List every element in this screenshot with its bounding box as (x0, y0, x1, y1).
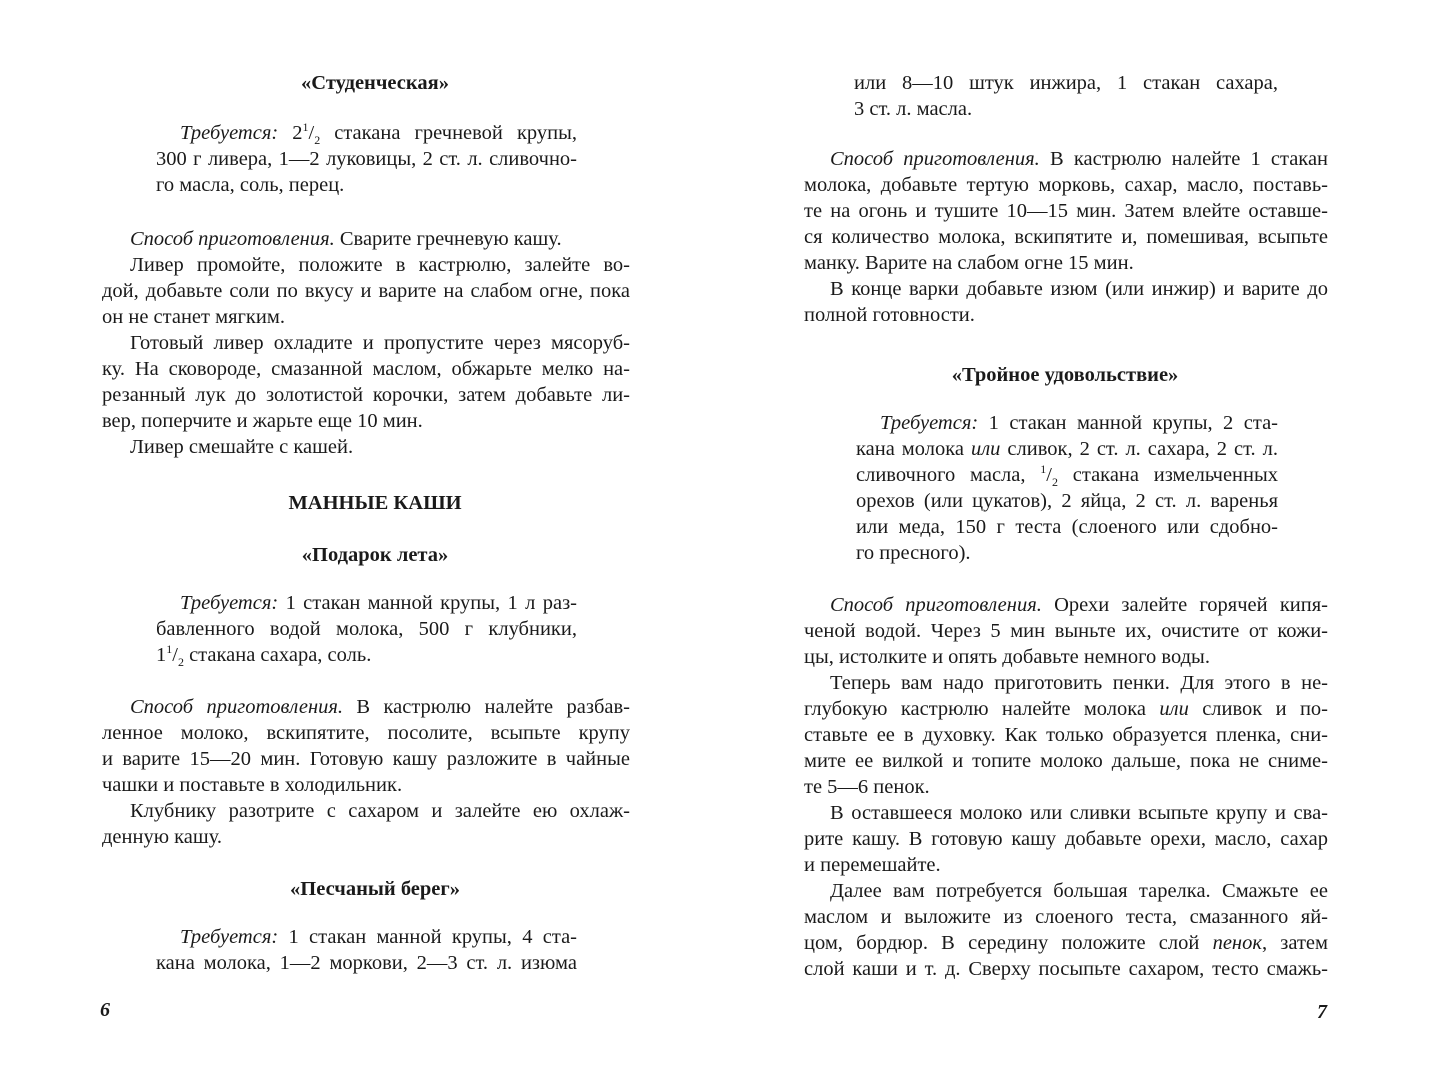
method-line: резанный лук до золотистой корочки, затем добавьте ли- (102, 384, 630, 406)
ingredients-line: го пресного). (856, 542, 971, 564)
method-line: Теперь вам надо приготовить пенки. Для этого в не- (830, 672, 1328, 694)
method-line: рите кашу. В готовую кашу добавьте орехи, масло, сахар (804, 828, 1328, 850)
method-line: Клубнику разотрите с сахаром и залейте ею охлаж- (130, 800, 630, 822)
page-number: 6 (100, 999, 110, 1021)
page-number: 7 (1317, 1001, 1327, 1023)
method-line: Способ приготовления. В кастрюлю налейте 1 стакан (830, 148, 1329, 170)
method-line: он не станет мягким. (102, 306, 285, 328)
method-line: слой каши и т. д. Сверху посыпьте сахаром, тесто смажь- (804, 958, 1328, 980)
method-line: глубокую кастрюлю налейте молока или сливок и по- (804, 698, 1328, 720)
right-page (715, 0, 1430, 1080)
method-line: чашки и поставьте в холодильник. (102, 774, 403, 796)
ingredients-line: 300 г ливера, 1—2 луковицы, 2 ст. л. сливочно- (156, 148, 577, 170)
fraction-one-and-half: $1^1/_2$ (156, 642, 184, 670)
method-label: Способ приготовления. (130, 228, 335, 250)
ingredients-label: Требуется: (880, 412, 979, 434)
ingredients-line: или меда, 150 г теста (слоеного или сдобно- (856, 516, 1278, 538)
ingredients-line: $1^1/_2$ стакана сахара, соль. (156, 642, 372, 670)
method-line: денную кашу. (102, 826, 223, 848)
recipe-title-peschany-bereg: «Песчаный берег» (290, 878, 460, 900)
ingredients-line: Требуется: 1 стакан манной крупы, 1 л раз- (180, 592, 577, 614)
method-line: ченой водой. Через 5 мин выньте их, очистите от кожи- (804, 620, 1328, 642)
method-line: вер, поперчите и жарьте еще 10 мин. (102, 410, 423, 432)
ingredients-label: Требуется: (180, 592, 279, 614)
method-line: Ливер промойте, положите в кастрюлю, залейте во- (130, 254, 630, 276)
recipe-title-troynoe: «Тройное удовольствие» (951, 364, 1179, 386)
method-label: Способ приготовления. (830, 594, 1042, 616)
recipe-title-studencheskaya: «Студенческая» (301, 72, 449, 94)
ingredients-line: го масла, соль, перец. (156, 174, 345, 196)
method-line: те на огонь и тушите 10—15 мин. Затем влейте оставше- (804, 200, 1328, 222)
method-line: В конце варки добавьте изюм (или инжир) и варите до (830, 278, 1328, 300)
method-line: ку. На сковороде, смазанной маслом, обжарьте мелко на- (102, 358, 630, 380)
ingredients-line: кана молока, 1—2 моркови, 2—3 ст. л. изюма (156, 952, 577, 974)
ingredients-line: Требуется: 1 стакан манной крупы, 4 ста- (180, 926, 577, 948)
ingredients-line: 3 ст. л. масла. (854, 98, 973, 120)
method-line: ставьте ее в духовку. Как только образуется пленка, сни- (804, 724, 1328, 746)
method-line: молока, добавьте тертую морковь, сахар, масло, поставь- (804, 174, 1328, 196)
ingredients-line: Требуется: $2^1/_2$ стакана гречневой крупы, (180, 120, 578, 148)
ingredients-line: сливочного масла, $^1/_2$ стакана измельченных (856, 462, 1279, 490)
method-line: Готовый ливер охладите и пропустите через мясоруб- (130, 332, 630, 354)
ingredients-line: бавленного водой молока, 500 г клубники, (156, 618, 577, 640)
method-line: Способ приготовления. Орехи залейте горячей кипя- (830, 594, 1328, 616)
method-line: ленное молоко, вскипятите, посолите, всыпьте крупу (102, 722, 630, 744)
method-label: Способ приготовления. (130, 696, 344, 718)
method-line: Ливер смешайте с кашей. (130, 436, 354, 458)
method-line: В оставшееся молоко или сливки всыпьте крупу и сва- (830, 802, 1328, 824)
method-line: те 5—6 пенок. (804, 776, 930, 798)
fraction-two-and-half: $2^1/_2$ (292, 120, 321, 148)
method-line: и перемешайте. (804, 854, 941, 876)
method-line: манку. Варите на слабом огне 15 мин. (804, 252, 1134, 274)
method-line: ся количество молока, вскипятите и, помешивая, всыпьте (804, 226, 1328, 248)
recipe-title-podarok-leta: «Подарок лета» (301, 544, 449, 566)
ingredients-label: Требуется: (180, 926, 279, 948)
ingredients-line: или 8—10 штук инжира, 1 стакан сахара, (854, 72, 1278, 94)
method-line: мите ее вилкой и топите молоко дальше, пока не сниме- (804, 750, 1328, 772)
ingredients-line: Требуется: 1 стакан манной крупы, 2 ста- (880, 412, 1279, 434)
method-line: Способ приготовления. Сварите гречневую кашу. (130, 228, 562, 250)
method-line: цом, бордюр. В середину положите слой пенок, затем (804, 932, 1328, 954)
method-line: Способ приготовления. В кастрюлю налейте разбав- (130, 696, 630, 718)
method-line: Далее вам потребуется большая тарелка. Смажьте ее (830, 880, 1328, 902)
method-line: цы, истолките и опять добавьте немного воды. (804, 646, 1210, 668)
section-heading: МАННЫЕ КАШИ (288, 492, 462, 514)
ingredients-line: орехов (или цукатов), 2 яйца, 2 ст. л. варенья (856, 490, 1278, 512)
method-line: дой, добавьте соли по вкусу и варите на слабом огне, пока (102, 280, 630, 302)
method-line: маслом и выложите из слоеного теста, смазанного яй- (804, 906, 1328, 928)
ingredients-label: Требуется: (180, 122, 279, 144)
fraction-half: $^1/_2$ (1040, 462, 1058, 490)
method-line: полной готовности. (804, 304, 975, 326)
method-line: и варите 15—20 мин. Готовую кашу разложите в чайные (102, 748, 630, 770)
method-label: Способ приготовления. (830, 148, 1040, 170)
ingredients-line: кана молока или сливок, 2 ст. л. сахара, 2 ст. л. (856, 438, 1279, 460)
